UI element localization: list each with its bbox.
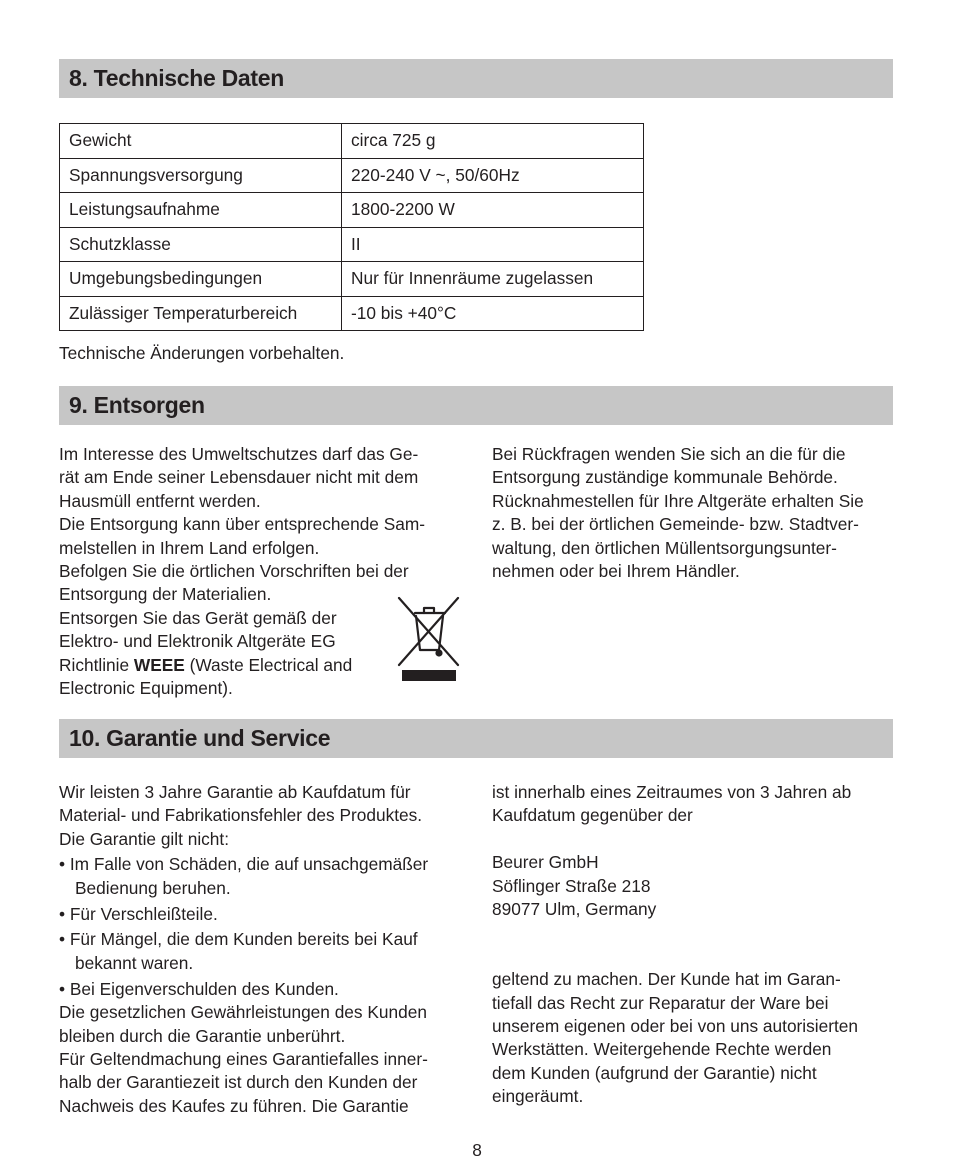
text-line: Bei Rückfragen wenden Sie sich an die für die xyxy=(492,444,846,464)
text-line: Die gesetzlichen Gewährleistungen des Kunden xyxy=(59,1002,427,1023)
table-row xyxy=(60,124,644,159)
text-line: ist innerhalb eines Zeitraumes von 3 Jahren ab xyxy=(492,782,852,802)
text-line: z. B. bei der örtlichen Gemeinde- bzw. Stadtver- xyxy=(492,514,859,535)
spec-label: Schutzklasse xyxy=(60,227,342,262)
text-line: Werkstätten. Weitergehende Rechte werden xyxy=(492,1039,832,1060)
text-line: Für Geltendmachung eines Garantiefalles inner- xyxy=(59,1048,428,1069)
spec-label: Leistungsaufnahme xyxy=(60,193,342,228)
spec-label: Spannungsversorgung xyxy=(60,158,342,193)
table-row xyxy=(60,158,644,193)
technical-data-table xyxy=(59,123,644,331)
text-line: Elektro- und Elektronik Altgeräte EG xyxy=(59,631,336,652)
spec-value: 220-240 V ~, 50/60Hz xyxy=(342,158,644,193)
text-line: bleiben durch die Garantie unberührt. xyxy=(59,1025,346,1046)
text-line: Befolgen Sie die örtlichen Vorschriften bei der xyxy=(59,561,409,582)
text-line: Nachweis des Kaufes zu führen. Die Garantie xyxy=(59,1095,409,1116)
list-item: • Für Verschleißteile. xyxy=(59,903,218,924)
text-line: Entsorgen Sie das Gerät gemäß der xyxy=(59,607,337,628)
page-number: 8 xyxy=(472,1140,482,1160)
text-line: Die Garantie gilt nicht: xyxy=(59,828,230,849)
text-line: Im Interesse des Umweltschutzes darf das Ge- xyxy=(59,444,419,464)
text-line: Die Entsorgung kann über entsprechende Sam- xyxy=(59,514,426,535)
text-line: eingeräumt. xyxy=(492,1086,584,1107)
text-line: Rücknahmestellen für Ihre Altgeräte erhalten Sie xyxy=(492,490,864,511)
table-row xyxy=(60,262,644,297)
warranty-left-text xyxy=(59,781,469,1118)
spec-value: circa 725 g xyxy=(342,124,644,159)
text-line: Entsorgung der Materialien. xyxy=(59,584,272,605)
exclusion-list xyxy=(59,853,469,1001)
address-company: Beurer GmbH xyxy=(492,852,599,873)
list-item-line: bekannt waren. xyxy=(75,952,194,973)
text-line: nehmen oder bei Ihrem Händler. xyxy=(492,561,740,582)
text-line: rät am Ende seiner Lebensdauer nicht mit dem xyxy=(59,467,419,488)
spec-value: Nur für Innenräume zugelassen xyxy=(342,262,644,297)
text-line: Material- und Fabrikationsfehler des Produktes. xyxy=(59,805,423,826)
text-line: Electronic Equipment). xyxy=(59,678,233,699)
text-line: halb der Garantiezeit ist durch den Kunden der xyxy=(59,1072,418,1093)
weee-abbreviation: WEEE xyxy=(133,654,185,675)
text-line: geltend zu machen. Der Kunde hat im Garan- xyxy=(492,969,841,990)
text-line: Entsorgung zuständige kommunale Behörde. xyxy=(492,467,838,488)
spec-value: -10 bis +40°C xyxy=(342,296,644,331)
spec-label: Zulässiger Temperaturbereich xyxy=(60,296,342,331)
list-item-line: • Für Mängel, die dem Kunden bereits bei Kauf xyxy=(59,929,418,950)
technical-note: Technische Änderungen vorbehalten. xyxy=(59,343,345,363)
spec-label: Gewicht xyxy=(60,124,342,159)
text-line: Hausmüll entfernt werden. xyxy=(59,490,261,511)
spec-value: II xyxy=(342,227,644,262)
list-item-line: Bedienung beruhen. xyxy=(75,877,231,898)
weee-prefix: Richtlinie xyxy=(59,654,134,675)
list-item: • Bei Eigenverschulden des Kunden. xyxy=(59,978,339,999)
text-line: tiefall das Recht zur Reparatur der Ware bei xyxy=(492,992,829,1013)
text-line: melstellen in Ihrem Land erfolgen. xyxy=(59,537,320,558)
spec-value: 1800-2200 W xyxy=(342,193,644,228)
table-row xyxy=(60,193,644,228)
table-row xyxy=(60,296,644,331)
disposal-right-text xyxy=(492,443,902,583)
weee-suffix: (Waste Electrical and xyxy=(184,654,353,675)
text-line: Kaufdatum gegenüber der xyxy=(492,805,693,826)
list-item xyxy=(59,853,469,900)
text-line: unserem eigenen oder bei von uns autorisierten xyxy=(492,1016,859,1037)
address-street: Söflinger Straße 218 xyxy=(492,875,651,896)
section-heading-warranty: 10. Garantie und Service xyxy=(59,719,893,758)
spec-label: Umgebungsbedingungen xyxy=(60,262,342,297)
text-line: Wir leisten 3 Jahre Garantie ab Kaufdatum für xyxy=(59,782,411,802)
table-row xyxy=(60,227,644,262)
list-item xyxy=(59,928,469,975)
text-line: dem Kunden (aufgrund der Garantie) nicht xyxy=(492,1062,817,1083)
crossed-out-wheelie-bin-icon xyxy=(396,594,462,682)
list-item-line: • Im Falle von Schäden, die auf unsachgemäßer xyxy=(59,854,429,875)
address-city: 89077 Ulm, Germany xyxy=(492,899,657,920)
text-line: waltung, den örtlichen Müllentsorgungsunter- xyxy=(492,537,837,558)
section-heading-disposal: 9. Entsorgen xyxy=(59,386,893,425)
section-heading-technical: 8. Technische Daten xyxy=(59,59,893,98)
warranty-right-text xyxy=(492,781,902,1109)
